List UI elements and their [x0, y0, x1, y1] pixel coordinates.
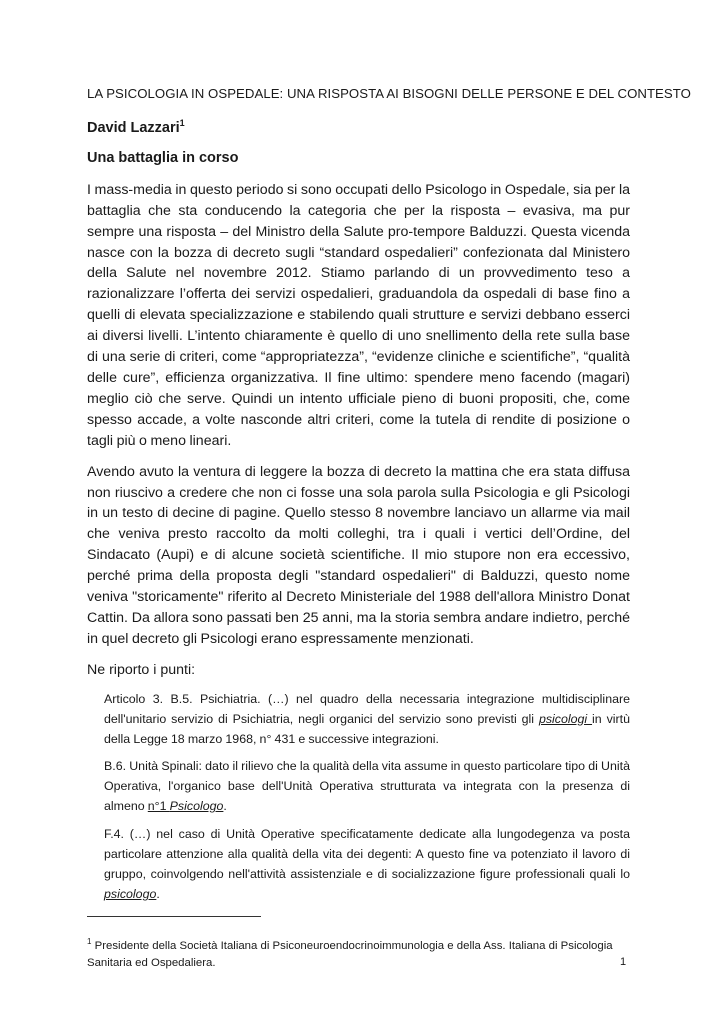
- footnote-mark: 1: [87, 937, 92, 947]
- section-heading: Una battaglia in corso: [87, 149, 239, 166]
- quote-b6-unita-spinali: [104, 757, 630, 817]
- quote-emphasis: Psicologo: [169, 799, 224, 814]
- paragraph-2: Avendo avuto la ventura di leggere la bozza di decreto la mattina che era stata diffusa non riuscivo a credere che non ci fosse una sola parola sulla Psicologia e gli Psicologi in un testo di decine di pagine. Quello stesso 8 novembre lanciavo un allarme via mail che veniva presto raccolto da molti colleghi, tra i quali i vertici dell’Ordine, del Sindacato (Aupi) e di alcune società scientifiche. Il mio stupore non era eccessivo, perché prima della proposta degli "standard ospedalieri" di Balduzzi, questo nome veniva "storicamente" riferito al Decreto Ministeriale del 1988 dell'allora Ministro Donat Cattin. Da allora sono passati ben 25 anni, ma la storia sembra andare indietro, perché in quel decreto gli Psicologi erano espressamente menzionati.: [87, 463, 630, 647]
- quote-text: Articolo 3. B.5. Psichiatria. (…) nel quadro della necessaria integrazione multidisciplinare dell'unitario servizio di Psichiatria, negli organici del servizio sono previsti gli: [104, 691, 630, 726]
- quote-article-3-b5: [104, 690, 630, 750]
- quote-underlined-count: n°1: [147, 799, 170, 814]
- footnote-separator: [87, 916, 261, 917]
- quote-f4-lungodegenza: [104, 825, 630, 905]
- author-name-text: David Lazzari: [87, 119, 180, 136]
- quote-text-end: .: [223, 799, 227, 814]
- footnote-text: Presidente della Società Italiana di Psiconeuroendocrinoimmunologia e della Ass. Italiana di Psicologia Sanitaria ed Ospedaliera.: [87, 940, 613, 970]
- footnote: [87, 933, 630, 972]
- paragraph-1: I mass-media in questo periodo si sono occupati dello Psicologo in Ospedale, sia per la battaglia che sta conducendo la categoria che per la risposta – evasiva, ma pur sempre una risposta – del Ministro della Salute pro-tempore Balduzzi. Questa vicenda nasce con la bozza di decreto sugli “standard ospedalieri” confezionata dal Ministero della Salute nel novembre 2012. Stiamo parlando di un provvedimento teso a razionalizzare l’offerta dei servizi ospedalieri, graduandola da ospedali di base fino a quelli di elevata specializzazione e stabilendo quali strutture e servizi debbano esserci ai diversi livelli. L’intento chiaramente è quello di uno snellimento della rete sulla base di una serie di criteri, come “appropriatezza”, “evidenze cliniche e scientifiche”, “qualità delle cure”, efficienza organizzativa. Il fine ultimo: spendere meno facendo (magari) meglio ciò che serve. Quindi un intento ufficiale pieno di buoni propositi, che, come spesso accade, a volte nasconde altri criteri, come la tutela di rendite di posizione o tagli più o meno lineari.: [87, 181, 630, 449]
- page-number: 1: [620, 956, 627, 968]
- author-footnote-mark: 1: [179, 118, 185, 128]
- author-name: [87, 118, 630, 136]
- quote-text: F.4. (…) nel caso di Unità Operative specificatamente dedicate alla lungodegenza va posta particolare attenzione alla qualità della vita dei degenti: A questo fine va potenziato il lavoro di gruppo, coinvolgendo nell'attività assistenziale e di socializzazione figure professionali quali lo: [104, 827, 630, 882]
- quote-text-end: .: [156, 886, 160, 901]
- quote-text-end: in virtù della Legge 18 marzo 1968, n° 431 e successive integrazioni.: [104, 711, 630, 746]
- document-title: LA PSICOLOGIA IN OSPEDALE: UNA RISPOSTA AI BISOGNI DELLE PERSONE E DEL CONTESTO: [87, 86, 691, 101]
- quote-emphasis: psicologo: [104, 886, 157, 901]
- quote-text: B.6. Unità Spinali: dato il rilievo che la qualità della vita assume in questo particolare tipo di Unità Operativa, l'organico base dell'Unità Operativa strutturata va integrata con la presenza di almeno: [104, 759, 630, 814]
- quoted-articles: [87, 690, 630, 905]
- document-body: [87, 86, 691, 913]
- quote-emphasis: psicologi: [538, 711, 593, 726]
- points-intro: Ne riporto i punti:: [87, 661, 196, 678]
